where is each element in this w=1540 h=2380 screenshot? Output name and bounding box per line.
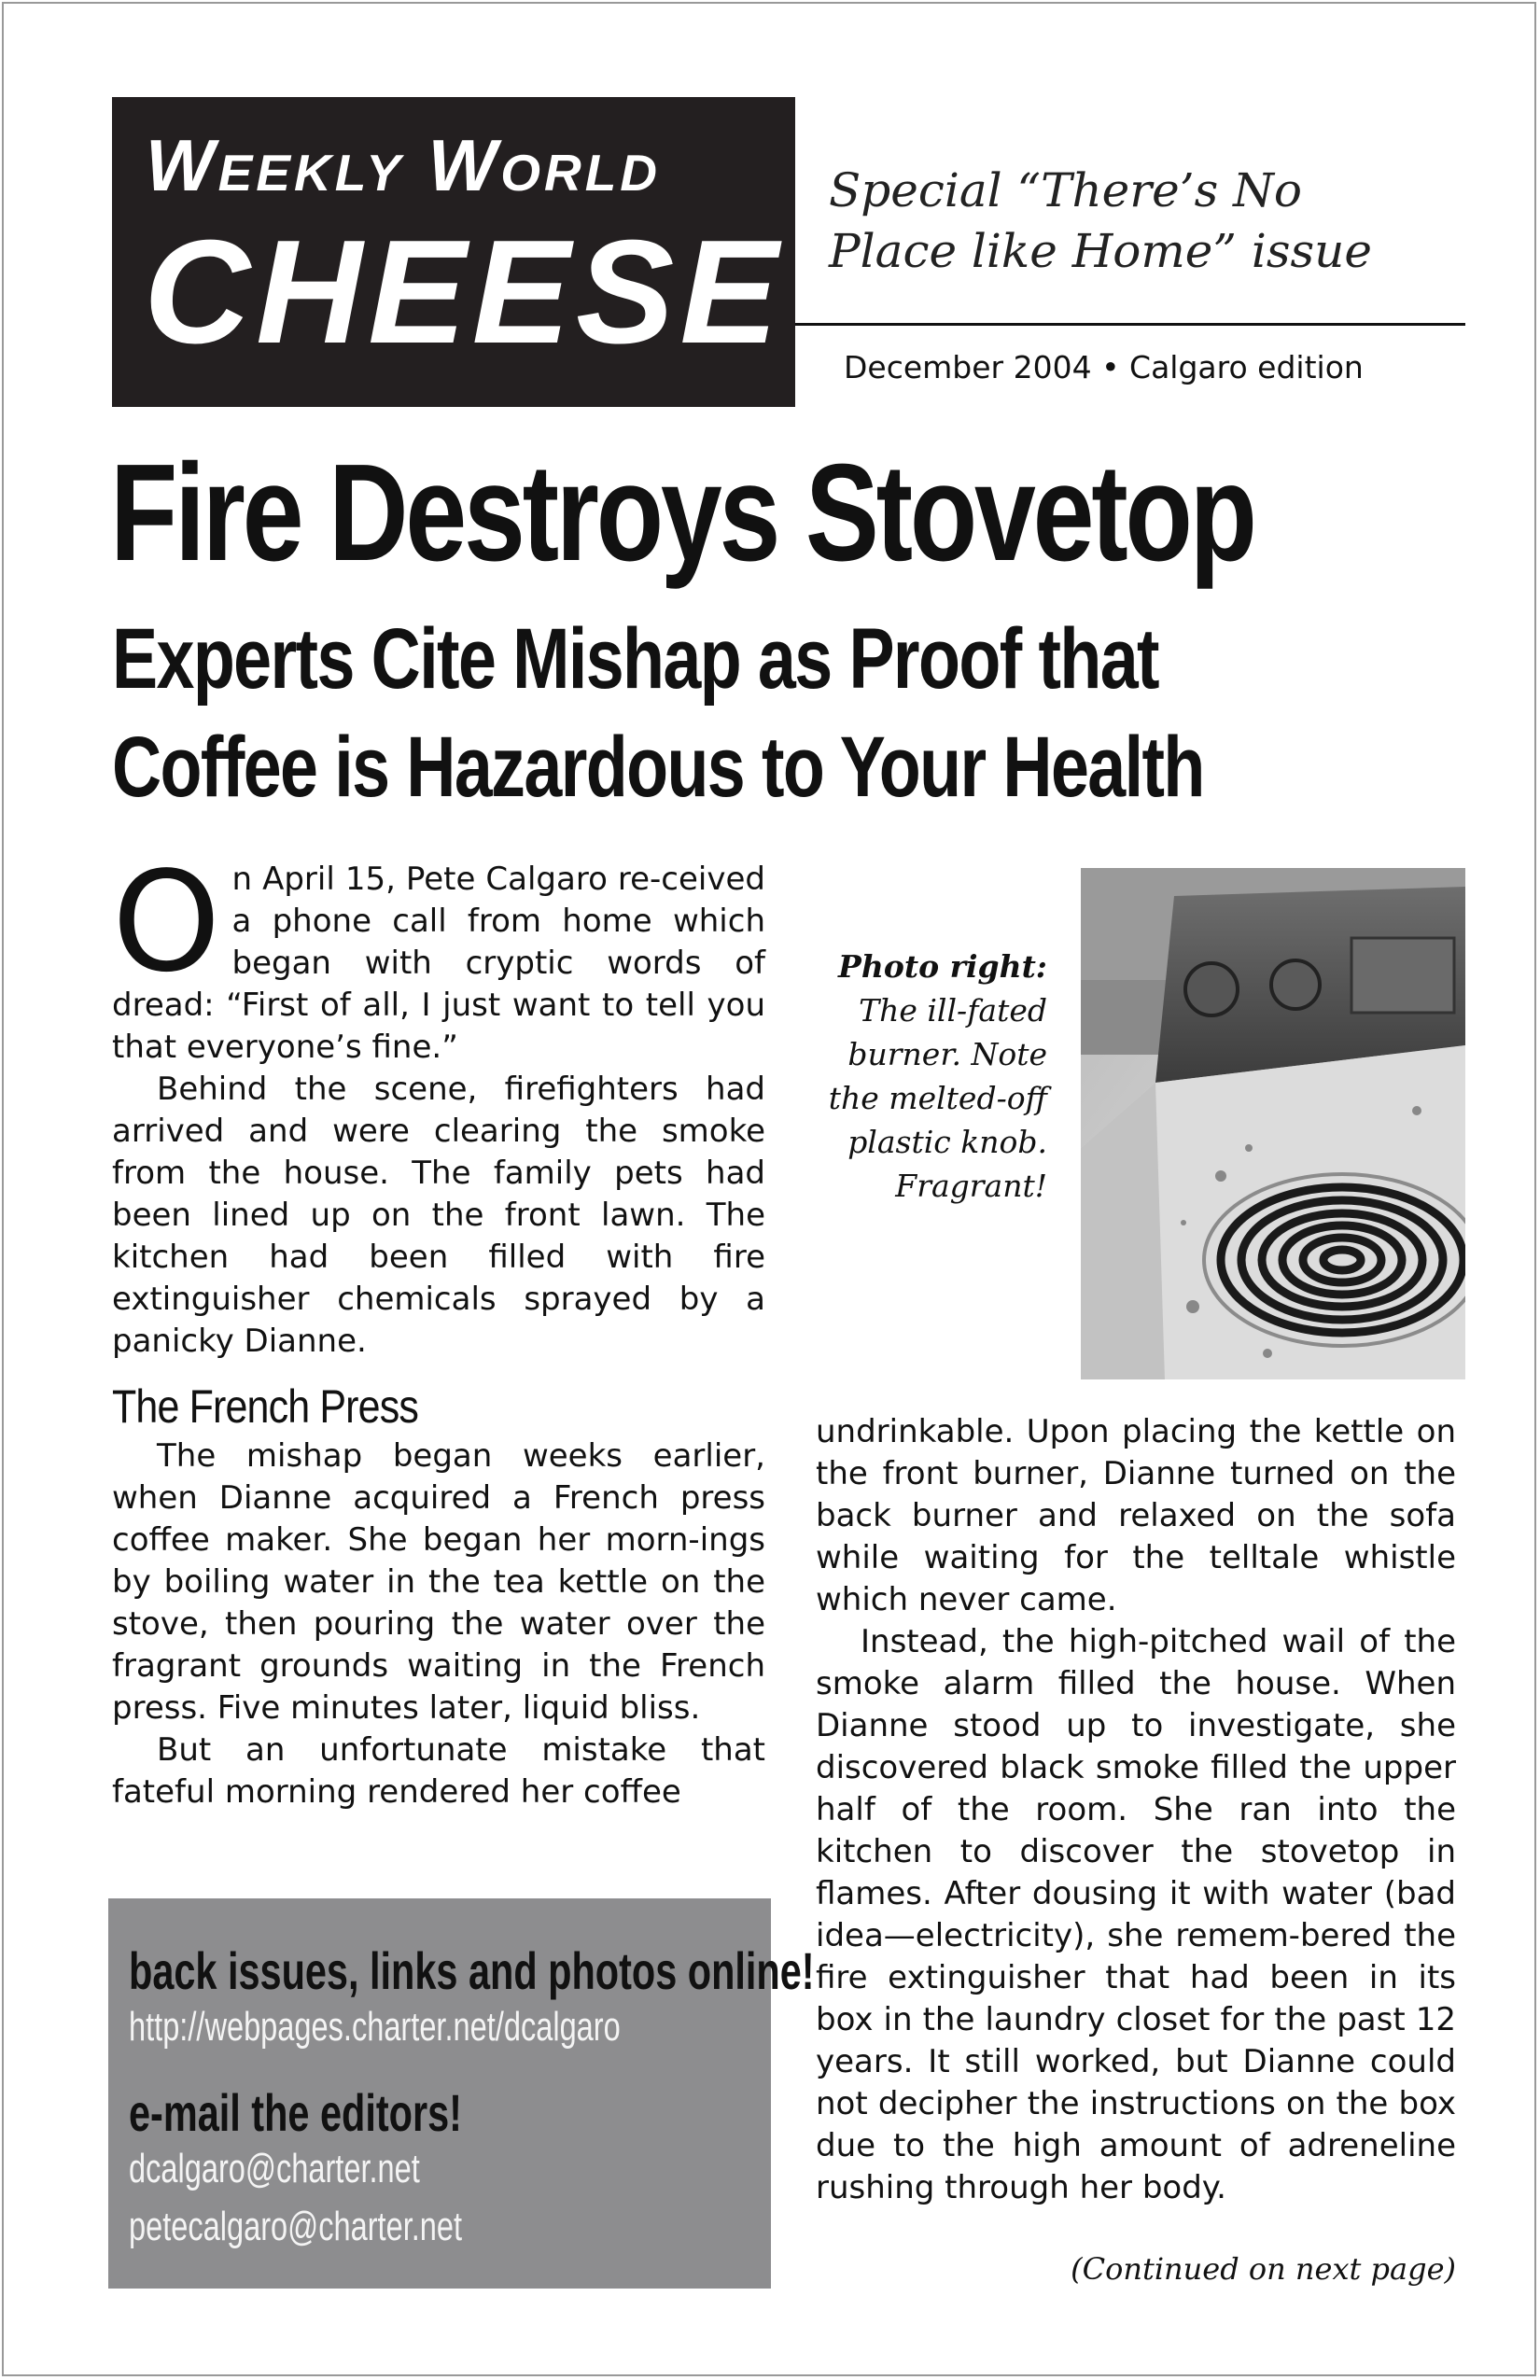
- drop-cap: O: [112, 842, 221, 1002]
- tagline-line1: Special “There’s No: [829, 163, 1303, 217]
- info-box: [108, 1898, 815, 2289]
- subhead-line2: Coffee is Hazardous to Your Health: [112, 720, 1204, 815]
- article-paragraph-6: Instead, the high-pitched wail of the smoke alarm filled the house. When Dianne stood up to investigate, she discovered black smoke filled the upper half of the room. She ran into the kitchen to discover the stovetop in flames. After dousing it with water (bad idea—electricity), she remem-bered the fire extinguisher that had been in its box in the laundry closet for the past 12 years. It still worked, but Dianne could not decipher the instructions on the box due to the high amount of adreneline rushing through her body.: [816, 1623, 1456, 2206]
- article-column-2: [816, 1411, 1456, 2209]
- article-column-1: [112, 842, 765, 1813]
- masthead-line1: Weekly World: [146, 124, 662, 206]
- article-paragraph-4: But an unfortunate mistake that fateful morning rendered her coffee: [112, 1731, 765, 1811]
- section-heading: The French Press: [112, 1380, 418, 1433]
- dateline: December 2004 • Calgaro edition: [844, 349, 1364, 385]
- article-paragraph-1: [112, 842, 765, 1069]
- continued-note: (Continued on next page): [1071, 2251, 1456, 2287]
- burner-photo-graphic: [1081, 868, 1465, 1379]
- article-paragraph-3: The mishap began weeks earlier, when Dianne acquired a French press coffee maker. She began her morn-ings by boiling water in the tea kettle on the stove, then pouring the water over the fragrant grounds waiting in the French press. Five minutes later, liquid bliss.: [112, 1437, 765, 1727]
- masthead-title: CHEESE: [144, 210, 784, 374]
- website-link[interactable]: http://webpages.charter.net/dcalgaro: [129, 2004, 621, 2050]
- stove-burner-photo: [1081, 868, 1465, 1379]
- caption-label: Photo right:: [838, 948, 1047, 985]
- caption-text: The ill-fated burner. Note the melted-off plastic knob. Fragrant!: [828, 992, 1047, 1204]
- tagline-rule: [795, 323, 1465, 326]
- paragraph-1-text: n April 15, Pete Calgaro re-ceived a phone call from home which began with cryptic words of dread: “First of all, I just want to tell you that everyone’s fine.”: [112, 861, 765, 1066]
- photo-caption: [803, 945, 1047, 1208]
- masthead: [112, 97, 795, 407]
- email-link-1[interactable]: dcalgaro@charter.net: [129, 2146, 420, 2191]
- email-heading: e-mail the editors!: [129, 2083, 462, 2142]
- email-link-2[interactable]: petecalgaro@charter.net: [129, 2204, 463, 2249]
- article-paragraph-5: undrinkable. Upon placing the kettle on the front burner, Dianne turned on the back burner and relaxed on the sofa while waiting for the telltale whistle which never came.: [816, 1413, 1456, 1618]
- issue-tagline: [829, 161, 1482, 282]
- main-headline: Fire Destroys Stovetop: [110, 436, 1254, 590]
- subhead-line1: Experts Cite Mishap as Proof that: [112, 611, 1158, 707]
- online-heading: back issues, links and photos online!: [129, 1941, 815, 2000]
- tagline-line2: Place like Home” issue: [829, 224, 1372, 278]
- article-paragraph-2: Behind the scene, firefighters had arrived and were clearing the smoke from the house. The family pets had been lined up on the front lawn. The kitchen had been filled with fire extinguisher chemicals sprayed by a panicky Dianne.: [112, 1071, 765, 1360]
